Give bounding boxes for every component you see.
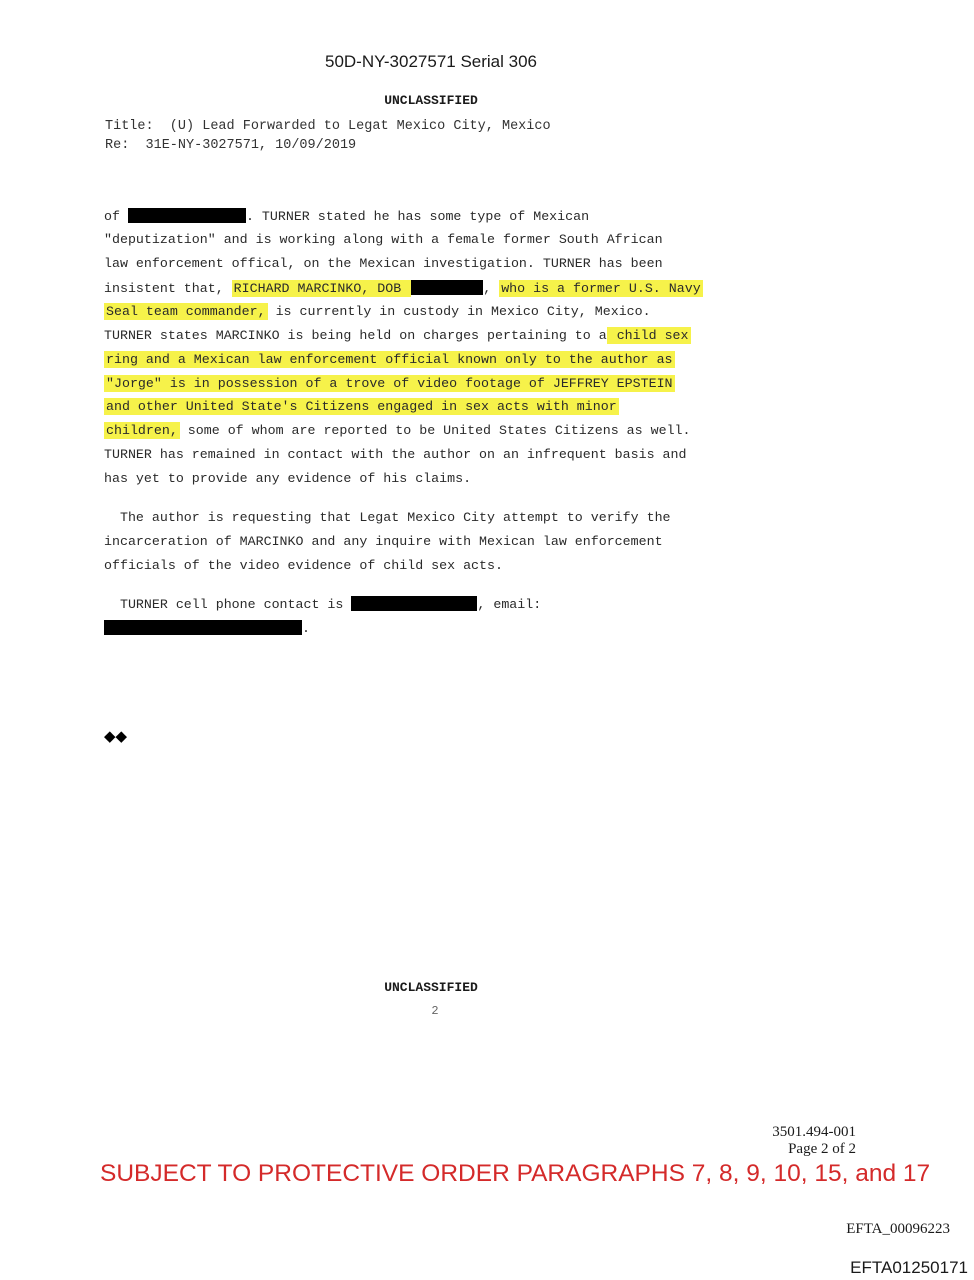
body-line: Seal team commander, is currently in custody in Mexico City, Mexico. [106, 304, 651, 319]
redaction-box [104, 620, 302, 635]
body-line [104, 352, 675, 368]
body-line: TURNER cell phone contact is , email: [104, 597, 542, 612]
page-number: 2 [431, 1004, 439, 1018]
document-number: 3501.494-001 Page 2 of 2 [772, 1124, 856, 1157]
serial-number: 50D-NY-3027571 Serial 306 [324, 52, 538, 71]
highlighted-text: "Jorge" is in possession of a trove of video footage of JEFFREY EPSTEIN [106, 376, 673, 391]
body-line: . [104, 620, 310, 637]
classification-header: UNCLASSIFIED [384, 93, 478, 108]
protective-order-notice: SUBJECT TO PROTECTIVE ORDER PARAGRAPHS 7, 8, 9, 10, 15, and 17 [100, 1160, 931, 1187]
body-line: insistent that, RICHARD MARCINKO, DOB , who is a former U.S. Navy [104, 281, 701, 296]
redaction-box [411, 280, 483, 295]
body-line: has yet to provide any evidence of his claims. [104, 471, 472, 486]
redaction-box [128, 208, 246, 223]
highlighted-text: children, [106, 423, 178, 438]
body-line: children, some of whom are reported to be United States Citizens as well. [106, 423, 691, 438]
highlighted-text: and other United State's Citizens engaged in sex acts with minor [106, 399, 617, 414]
highlighted-text: who is a former U.S. Navy [501, 281, 701, 296]
highlighted-text: Seal team commander, [106, 304, 266, 319]
re-line: Re: 31E-NY-3027571, 10/09/2019 [105, 138, 357, 153]
body-line: officials of the video evidence of child sex acts. [104, 558, 503, 573]
highlighted-text: child sex [608, 328, 689, 343]
body-line: law enforcement offical, on the Mexican investigation. TURNER has been [104, 256, 663, 271]
body-line: The author is requesting that Legat Mexico City attempt to verify the [104, 510, 671, 525]
body-line: "deputization" and is working along with a female former South African [104, 232, 663, 247]
highlighted-text: ring and a Mexican law enforcement official known only to the author as [106, 352, 673, 367]
diamond-marks: ◆◆ [104, 729, 128, 745]
body-line [104, 399, 619, 415]
body-line [104, 376, 675, 392]
body-line: incarceration of MARCINKO and any inquire with Mexican law enforcement [104, 534, 663, 549]
body-line: of . TURNER stated he has some type of Mexican [104, 209, 590, 224]
bates-number-2: EFTA01250171 [850, 1258, 968, 1277]
classification-footer: UNCLASSIFIED [384, 980, 478, 995]
highlighted-text: RICHARD MARCINKO, DOB [233, 281, 410, 296]
bates-number-1: EFTA_00096223 [846, 1221, 950, 1237]
body-line: TURNER states MARCINKO is being held on charges pertaining to a child sex [104, 328, 689, 343]
title-line: Title: (U) Lead Forwarded to Legat Mexico City, Mexico [105, 119, 551, 134]
body-line: TURNER has remained in contact with the author on an infrequent basis and [104, 447, 687, 462]
redaction-box [351, 596, 477, 611]
